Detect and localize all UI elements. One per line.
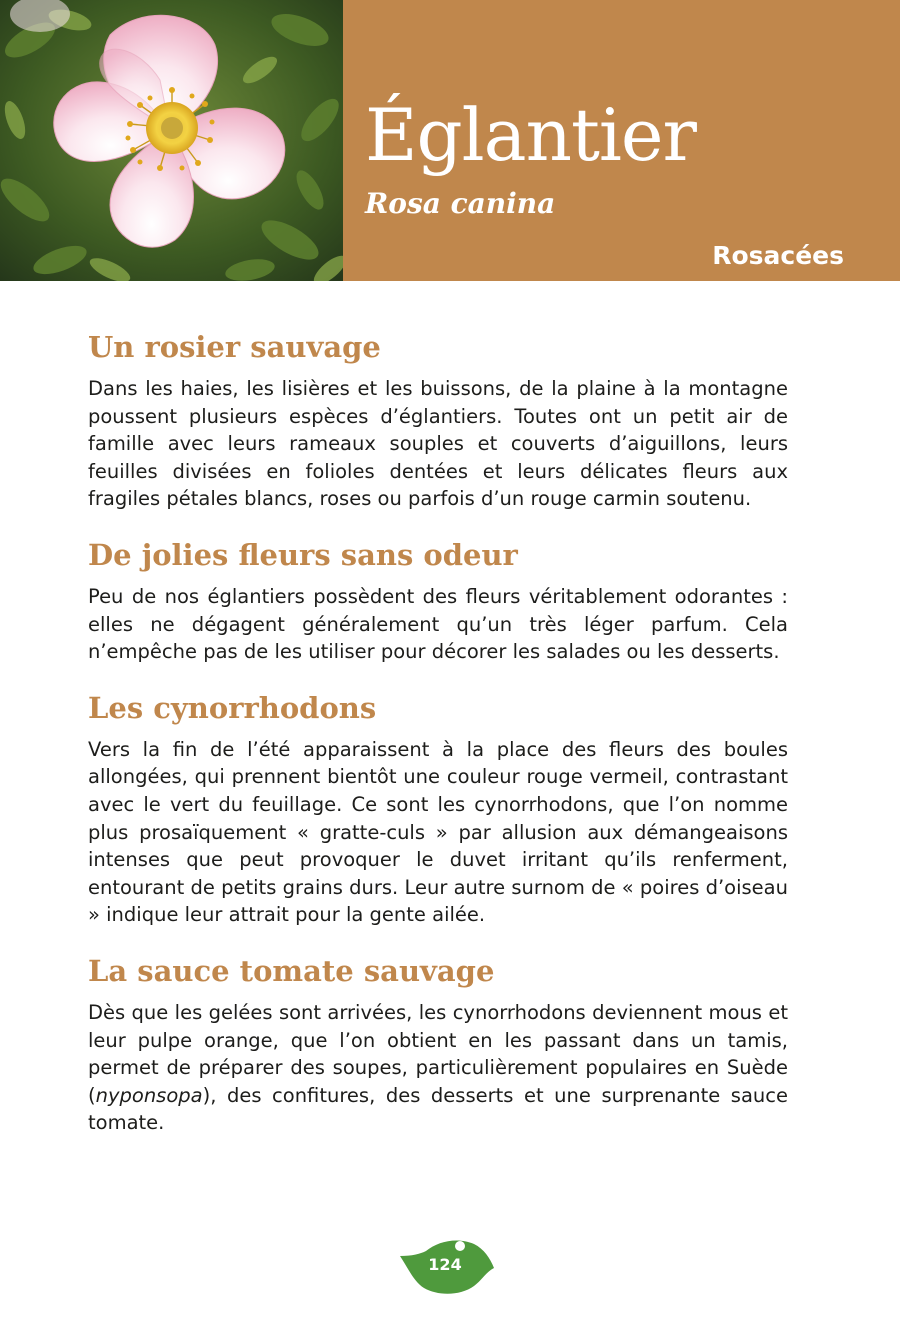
section-wild-rose bbox=[88, 325, 788, 513]
section-heading: La sauce tomate sauvage bbox=[88, 953, 495, 988]
section-heading: Un rosier sauvage bbox=[88, 330, 381, 364]
paragraph-text: Dès que les gelées sont arrivées, les cynorrhodons deviennent mous et leur pulpe orange, que l’on obtient en les passant dans un tamis, permet de préparer des soupes, particulièrement populaires en Suède ( bbox=[88, 1000, 788, 1107]
plant-family-label: Rosacées bbox=[712, 241, 844, 270]
section-paragraph: Vers la fin de l’été apparaissent à la place des fleurs des boules allongées, qui prennent bientôt une couleur rouge vermeil, contrastant avec le vert du feuillage. Ce sont les cynorrhodons, que l’on nomme plus prosaïquement « gratte-culs » par allusion aux démangeaisons intenses que peut provoquer le duvet irritant qu’ils renferment, entourant de petits grains durs. Leur autre surnom de « poires d’oiseau » indique leur attrait pour la gente ailée. bbox=[88, 737, 788, 927]
page-footer bbox=[398, 1238, 498, 1296]
page-number: 124 bbox=[428, 1255, 462, 1274]
article-body bbox=[88, 325, 788, 1157]
section-heading: De jolies fleurs sans odeur bbox=[88, 537, 518, 572]
common-name-title: Églantier bbox=[365, 93, 696, 177]
rose-flower-photo bbox=[0, 0, 343, 281]
section-paragraph: Peu de nos églantiers possèdent des fleurs véritablement odorantes : elles ne dégagent généralement qu’un très léger parfum. Cela n’empêche pas de les utiliser pour décorer les salades ou les desserts. bbox=[88, 584, 788, 664]
title-panel bbox=[343, 0, 900, 281]
swedish-term: nyponsopa bbox=[95, 1083, 203, 1107]
section-heading: Les cynorrhodons bbox=[88, 690, 377, 725]
section-rosehips bbox=[88, 686, 788, 929]
section-tomato-sauce bbox=[88, 949, 788, 1137]
paragraph-text: ), des confitures, des desserts et une surprenante sauce tomate. bbox=[88, 1083, 788, 1135]
section-flowers bbox=[88, 533, 788, 666]
latin-name: Rosa canina bbox=[365, 187, 556, 220]
page-header bbox=[0, 0, 900, 281]
section-paragraph bbox=[88, 999, 788, 1137]
section-paragraph: Dans les haies, les lisières et les buissons, de la plaine à la montagne poussent plusieurs espèces d’églantiers. Toutes ont un petit air de famille avec leurs rameaux souples et couverts d’aiguillons, leurs feuilles divisées en folioles dentées et leurs délicates fleurs aux fragiles pétales blancs, roses ou parfois d’un rouge carmin soutenu. bbox=[88, 377, 788, 511]
